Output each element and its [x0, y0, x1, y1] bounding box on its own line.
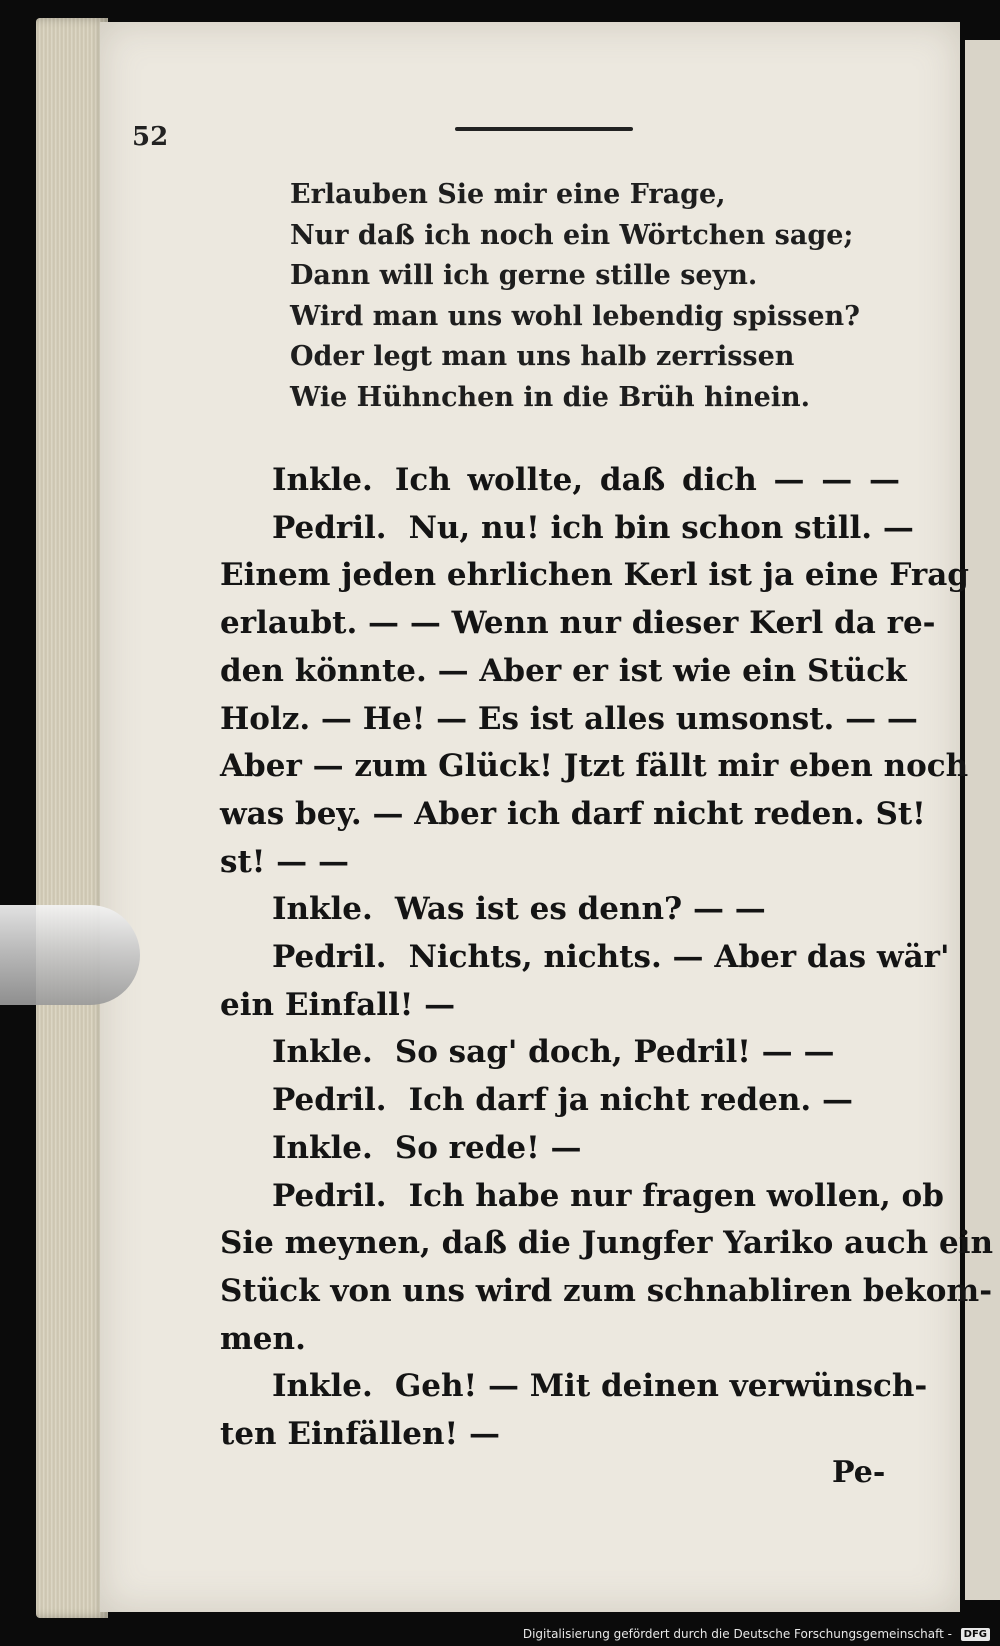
- speaker-name: Pedril.: [272, 1082, 387, 1119]
- verse-line: Wie Hühnchen in die Brüh hinein.: [290, 381, 811, 413]
- dialogue-text: st! — —: [220, 843, 349, 880]
- dialogue-line: [220, 1220, 994, 1268]
- catchword: Pe-: [832, 1455, 886, 1490]
- speaker-name: Inkle.: [272, 891, 373, 928]
- speaker-name: Inkle.: [272, 1129, 373, 1166]
- dialogue-line: [220, 982, 900, 1030]
- dialogue-line: [220, 1363, 928, 1411]
- dialogue-text: Was ist es denn? — —: [394, 891, 766, 928]
- verse-line: Oder legt man uns halb zerrissen: [290, 341, 795, 372]
- dialogue-line: [220, 743, 969, 791]
- dialogue-text: Ich darf ja nicht reden. —: [408, 1082, 854, 1119]
- page-clip: [0, 905, 140, 1005]
- speaker-name: Pedril.: [272, 939, 387, 976]
- dialogue-text: Nu, nu! ich bin schon still. —: [408, 509, 914, 546]
- dialogue-text: So sag' doch, Pedril! — —: [394, 1034, 835, 1071]
- dialogue-line: [220, 1316, 900, 1364]
- dialogue-text: Nichts, nichts. — Aber das wär': [408, 939, 950, 976]
- verse-line: Nur daß ich noch ein Wörtchen sage;: [290, 219, 854, 251]
- page-number: 52: [132, 122, 169, 152]
- footer-credit: Digitalisierung gefördert durch die Deutsche Forschungsgemeinschaft -: [522, 1627, 952, 1641]
- dialogue-text: Geh! — Mit deinen verwünsch-: [394, 1368, 928, 1405]
- dialogue-text: Einem jeden ehrlichen Kerl ist ja eine Frag: [220, 557, 969, 594]
- verse-line: Wird man uns wohl lebendig spissen?: [290, 300, 861, 332]
- dialogue-text: Aber — zum Glück! Jtzt fällt mir eben noch: [220, 748, 969, 785]
- speaker-name: Pedril.: [272, 509, 387, 546]
- speaker-name: Pedril.: [272, 1177, 387, 1214]
- dialogue-line: [220, 934, 950, 982]
- dialogue-line: [220, 457, 900, 505]
- speaker-name: Inkle.: [272, 462, 373, 498]
- dialogue-line: [220, 1411, 900, 1459]
- dfg-logo: DFG: [961, 1628, 990, 1641]
- verse-block: [290, 175, 890, 418]
- dialogue-line: [220, 839, 900, 887]
- dialogue-text: Stück von uns wird zum schnabliren bekom-: [220, 1272, 993, 1309]
- dialogue-line: [220, 600, 936, 648]
- adjacent-page: [965, 40, 1000, 1600]
- dialogue-text: erlaubt. — — Wenn nur dieser Kerl da re-: [220, 605, 936, 642]
- dialogue-text: Sie meynen, daß die Jungfer Yariko auch ein: [220, 1225, 994, 1262]
- dialogue-text: den könnte. — Aber er ist wie ein Stück: [220, 652, 907, 689]
- dialogue-line: [220, 791, 926, 839]
- dialogue-line: [220, 1077, 900, 1125]
- dialogue-text: men.: [220, 1320, 306, 1357]
- dialogue-line: [220, 1268, 993, 1316]
- dialogue-text: Holz. — He! — Es ist alles umsonst. — —: [220, 700, 918, 737]
- header-rule: [455, 127, 633, 131]
- dialogue-line: [220, 1173, 944, 1221]
- dialogue-text: ein Einfall! —: [220, 986, 456, 1023]
- verse-line: Erlauben Sie mir eine Frage,: [290, 179, 726, 210]
- dialogue-line: [220, 552, 969, 600]
- footer-bar: [0, 1618, 1000, 1646]
- dialogue-line: [220, 648, 907, 696]
- verse-line: Dann will ich gerne stille seyn.: [290, 260, 758, 291]
- dialogue-line: [220, 886, 900, 934]
- book-page-edges: [36, 18, 108, 1618]
- dialogue-line: [220, 505, 914, 553]
- dialogue-line: [220, 696, 918, 744]
- dialogue-line: [220, 1029, 900, 1077]
- dialogue-text: ten Einfällen! —: [220, 1416, 500, 1453]
- speaker-name: Inkle.: [272, 1034, 373, 1071]
- dialogue-text: Ich wollte, daß dich — — —: [394, 462, 900, 498]
- speaker-name: Inkle.: [272, 1368, 373, 1405]
- dialogue-text: was bey. — Aber ich darf nicht reden. St!: [220, 795, 926, 832]
- dialogue-block: [220, 457, 994, 1459]
- dialogue-text: Ich habe nur fragen wollen, ob: [408, 1177, 944, 1214]
- dialogue-line: [220, 1125, 900, 1173]
- dialogue-text: So rede! —: [394, 1129, 582, 1166]
